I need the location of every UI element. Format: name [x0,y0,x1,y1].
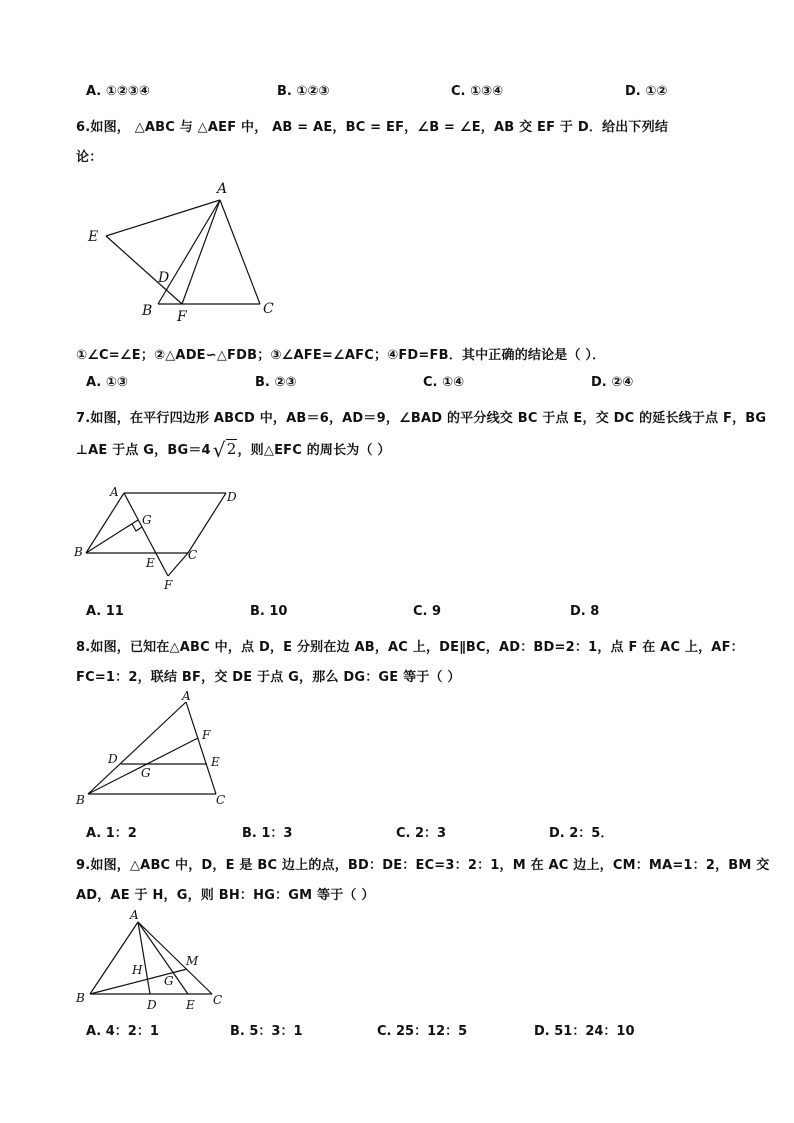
q6-label-a: A [217,181,228,197]
q9-stem-line1: 9.如图，△ABC 中，D，E 是 BC 边上的点，BD：DE：EC=3：2：1，M 在 AC 边上，CM：MA=1：2，BM 交 [76,858,770,873]
q7-seg-bg [86,520,138,553]
q6-seg-ae [106,200,220,236]
q8-seg-ac [186,702,216,794]
q8-label-f: F [202,728,211,742]
q8-stem-line2: FC=1：2，联结 BF，交 DE 于点 G，那么 DG：GE 等于（ ） [76,670,461,685]
q9-option-a[interactable]: A. 4：2：1 [86,1024,159,1039]
q7-figure [74,486,254,596]
q7-option-c[interactable]: C. 9 [413,604,442,619]
q7-seg-cf [168,553,188,576]
q6-option-b[interactable]: B. ②③ [255,375,297,390]
q9-option-d[interactable]: D. 51：24：10 [534,1024,635,1039]
q9-label-g: G [164,974,174,988]
q8-option-d[interactable]: D. 2：5． [549,826,614,841]
q9-label-d: D [147,998,157,1012]
q6-label-f: F [177,309,187,325]
q7-sqrt-value: 2 [226,440,237,458]
q7-option-a[interactable]: A. 11 [86,604,124,619]
q6-option-c[interactable]: C. ①④ [423,375,465,390]
q9-label-e: E [186,998,195,1012]
q9-seg-ad [138,922,150,994]
q8-label-d: D [108,752,118,766]
q7-label-e: E [146,556,155,570]
q7-label-d: D [227,490,237,504]
q8-label-g: G [141,766,151,780]
q8-label-b: B [76,793,85,807]
q8-option-a[interactable]: A. 1：2 [86,826,137,841]
q8-seg-ab [88,702,186,794]
q9-option-b[interactable]: B. 5：3：1 [230,1024,303,1039]
q7-stem-line1: 7.如图，在平行四边形 ABCD 中，AB＝6，AD＝9，∠BAD 的平分线交 BC 于点 E，交 DC 的延长线于点 F，BG [76,411,767,426]
q5-option-d[interactable]: D. ①② [625,84,668,99]
q9-figure [74,906,234,1018]
q6-label-e: E [88,229,99,245]
q6-option-a[interactable]: A. ①③ [86,375,128,390]
q5-option-a[interactable]: A. ①②③④ [86,84,150,99]
q6-figure [80,178,290,328]
q8-label-a: A [182,689,191,703]
q6-stem-line2: 论： [76,150,103,165]
q6-option-d[interactable]: D. ②④ [591,375,634,390]
q7-seg-dc [188,493,226,553]
q7-stem-line2-b: ，则△EFC 的周长为（ ） [237,443,391,458]
q7-sqrt: √2 [212,438,237,462]
q6-seg-ef [106,236,182,304]
q9-option-c[interactable]: C. 25：12：5 [377,1024,468,1039]
q6-seg-ab [158,200,220,304]
q7-stem-line2 [76,438,391,462]
q7-option-b[interactable]: B. 10 [250,604,288,619]
q9-seg-ac [138,922,212,994]
q6-stem-line1: 6.如图， △ABC 与 △AEF 中， AB = AE，BC = EF，∠B = ∠E，AB 交 EF 于 D．给出下列结 [76,120,669,135]
q8-stem-line1: 8.如图，已知在△ABC 中，点 D，E 分别在边 AB，AC 上，DE∥BC，AD：BD=2：1，点 F 在 AC 上，AF： [76,640,744,655]
q8-label-c: C [216,793,226,807]
q6-seg-af [182,200,220,304]
q7-option-d[interactable]: D. 8 [570,604,600,619]
q7-label-b: B [74,545,83,559]
q8-option-c[interactable]: C. 2：3 [396,826,447,841]
q9-label-b: B [76,991,85,1005]
q5-option-c[interactable]: C. ①③④ [451,84,504,99]
q8-label-e: E [211,755,220,769]
q8-figure [74,690,244,810]
q6-label-d: D [158,270,170,286]
q9-label-h: H [132,963,143,977]
q9-label-m: M [186,954,199,968]
q7-label-c: C [188,548,198,562]
q7-label-g: G [142,513,152,527]
q9-stem-line2: AD，AE 于 H，G，则 BH：HG：GM 等于（ ） [76,888,375,903]
q7-seg-ab [86,493,124,553]
q9-label-c: C [213,993,223,1007]
q8-option-b[interactable]: B. 1：3 [242,826,293,841]
q7-label-f: F [164,578,173,592]
q6-conclusions: ①∠C=∠E；②△ADE∽△FDB；③∠AFE=∠AFC；④FD=FB．其中正确的结论是（ ）． [76,348,606,363]
q6-label-c: C [263,301,274,317]
q9-seg-ae [138,922,188,994]
q5-option-b[interactable]: B. ①②③ [277,84,330,99]
q6-seg-ac [220,200,260,304]
q6-label-b: B [142,303,153,319]
q7-label-a: A [110,485,119,499]
q7-stem-line2-a: ⊥AE 于点 G，BG＝4 [76,443,211,458]
q9-label-a: A [130,908,139,922]
